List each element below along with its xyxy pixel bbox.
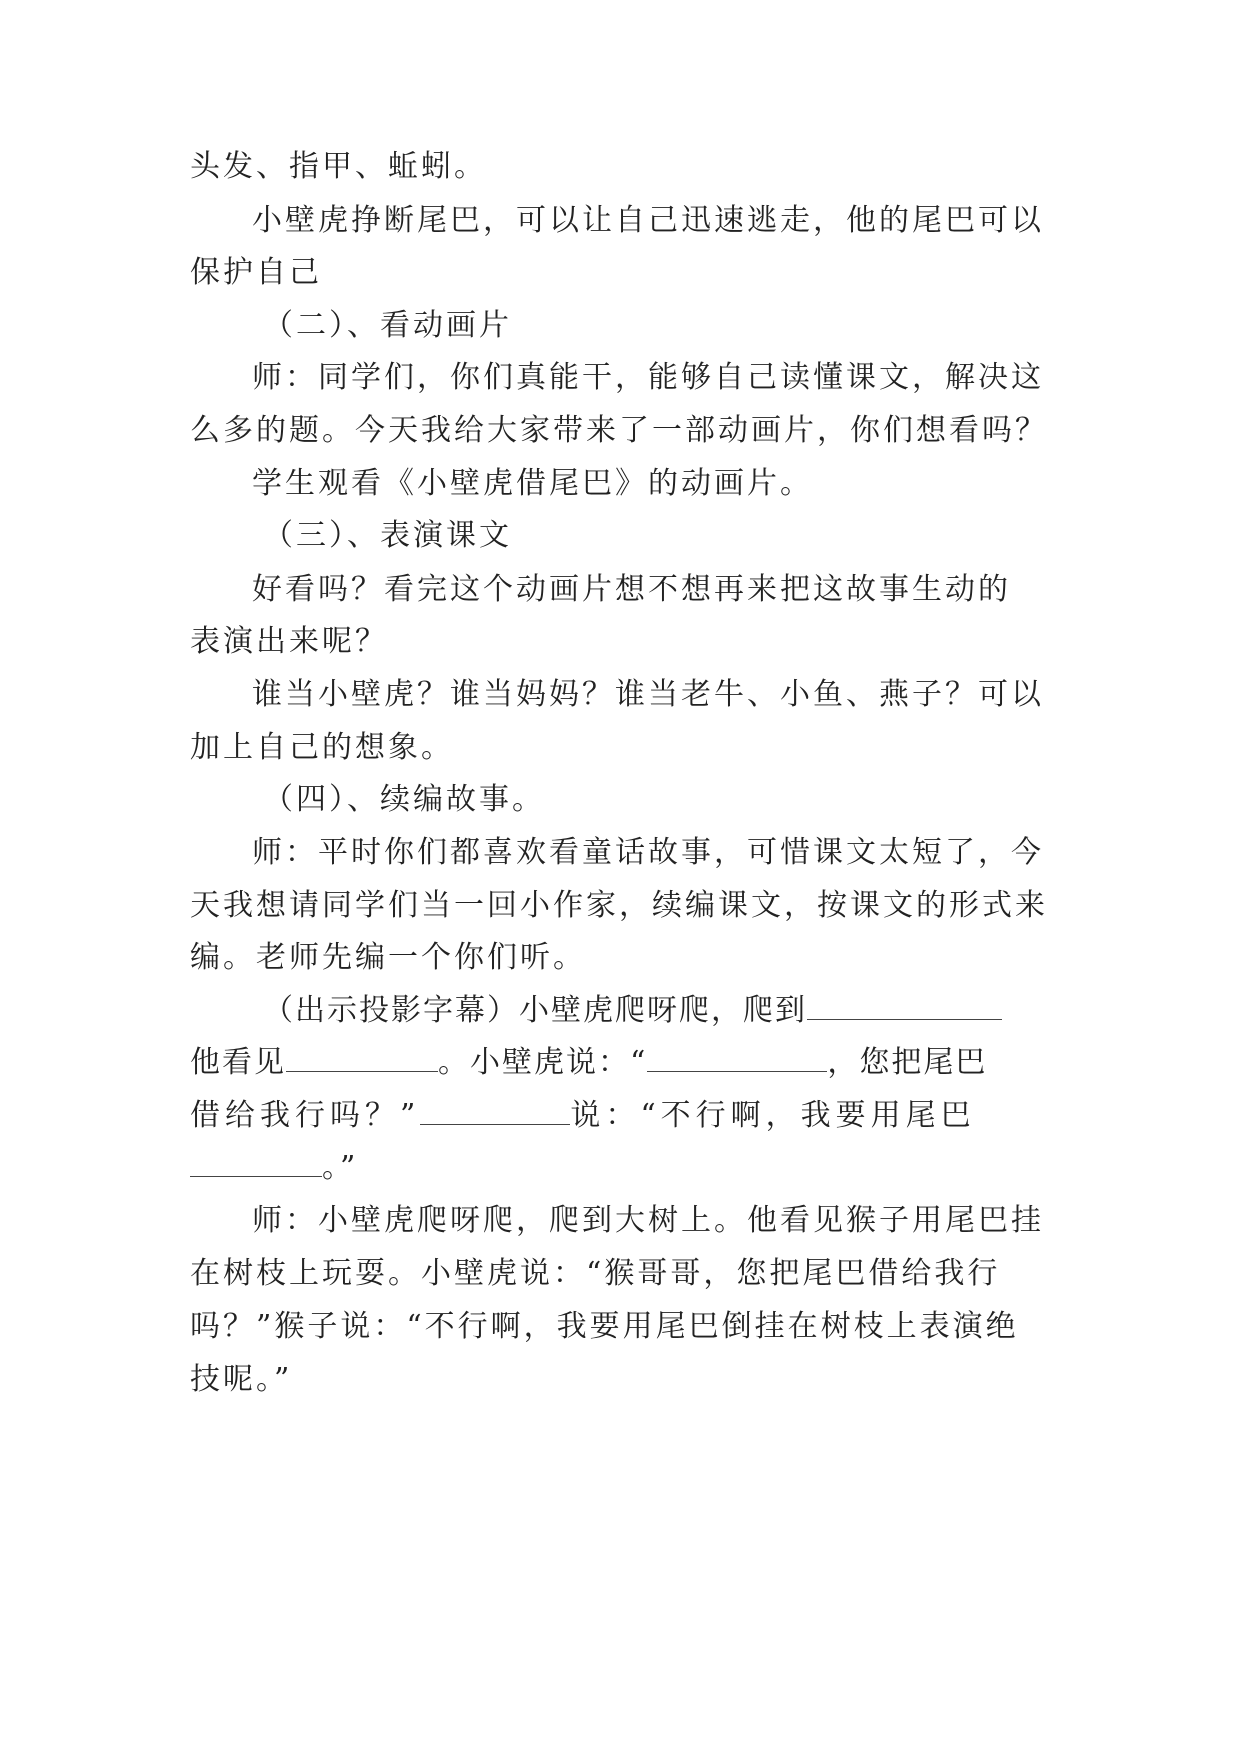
text-line: 保护自己 xyxy=(190,255,322,290)
blank-underline xyxy=(420,1096,570,1125)
text-line: 天我想请同学们当一回小作家，续编课文，按课文的形式来 xyxy=(190,888,1048,923)
text-line: 师：小壁虎爬呀爬，爬到大树上。他看见猴子用尾巴挂 xyxy=(252,1203,1044,1238)
text-line: 小壁虎挣断尾巴，可以让自己迅速逃走，他的尾巴可以 xyxy=(252,203,1044,238)
text-line: 谁当小壁虎？谁当妈妈？谁当老牛、小鱼、燕子？可以 xyxy=(252,677,1044,712)
fill-in-text: 。” xyxy=(322,1150,359,1185)
text-line: 学生观看《小壁虎借尾巴》的动画片。 xyxy=(252,466,813,501)
section-heading: （二）、看动画片 xyxy=(263,308,512,343)
text-line: 吗？”猴子说：“不行啊，我要用尾巴倒挂在树枝上表演绝 xyxy=(190,1309,1019,1344)
fill-in-text: 借给我行吗？” xyxy=(190,1098,421,1133)
text-line: 好看吗？看完这个动画片想不想再来把这故事生动的 xyxy=(252,572,1011,607)
blank-underline xyxy=(807,991,1002,1020)
section-heading: （三）、表演课文 xyxy=(263,518,512,553)
fill-in-line xyxy=(190,1096,1050,1136)
text-line: 师：同学们，你们真能干，能够自己读懂课文，解决这 xyxy=(252,360,1044,395)
blank-underline xyxy=(647,1043,827,1072)
fill-in-text: 。小壁虎说：“ xyxy=(438,1045,648,1080)
blank-underline xyxy=(286,1043,438,1072)
fill-in-text: （出示投影字幕）小壁虎爬呀爬，爬到 xyxy=(263,993,807,1028)
fill-in-line xyxy=(190,1148,1050,1188)
text-line: 在树枝上玩耍。小壁虎说：“猴哥哥，您把尾巴借给我行 xyxy=(190,1256,1001,1291)
fill-in-text: 他看见 xyxy=(190,1045,286,1080)
fill-in-text: 说：“不行啊，我要用尾巴 xyxy=(570,1098,976,1133)
text-line: 表演出来呢？ xyxy=(190,624,388,659)
text-line: 加上自己的想象。 xyxy=(190,730,454,765)
text-line: 么多的题。今天我给大家带来了一部动画片，你们想看吗？ xyxy=(190,413,1048,448)
text-line: 师：平时你们都喜欢看童话故事，可惜课文太短了，今 xyxy=(252,835,1044,870)
text-line: 头发、指甲、蚯蚓。 xyxy=(190,149,487,184)
fill-in-line xyxy=(190,1043,1050,1083)
fill-in-text: ，您把尾巴 xyxy=(827,1045,988,1080)
section-heading: （四）、续编故事。 xyxy=(263,782,545,817)
fill-in-line xyxy=(263,991,1050,1031)
blank-underline xyxy=(190,1148,322,1177)
text-line: 编。老师先编一个你们听。 xyxy=(190,940,586,975)
text-line: 技呢。” xyxy=(190,1362,293,1397)
